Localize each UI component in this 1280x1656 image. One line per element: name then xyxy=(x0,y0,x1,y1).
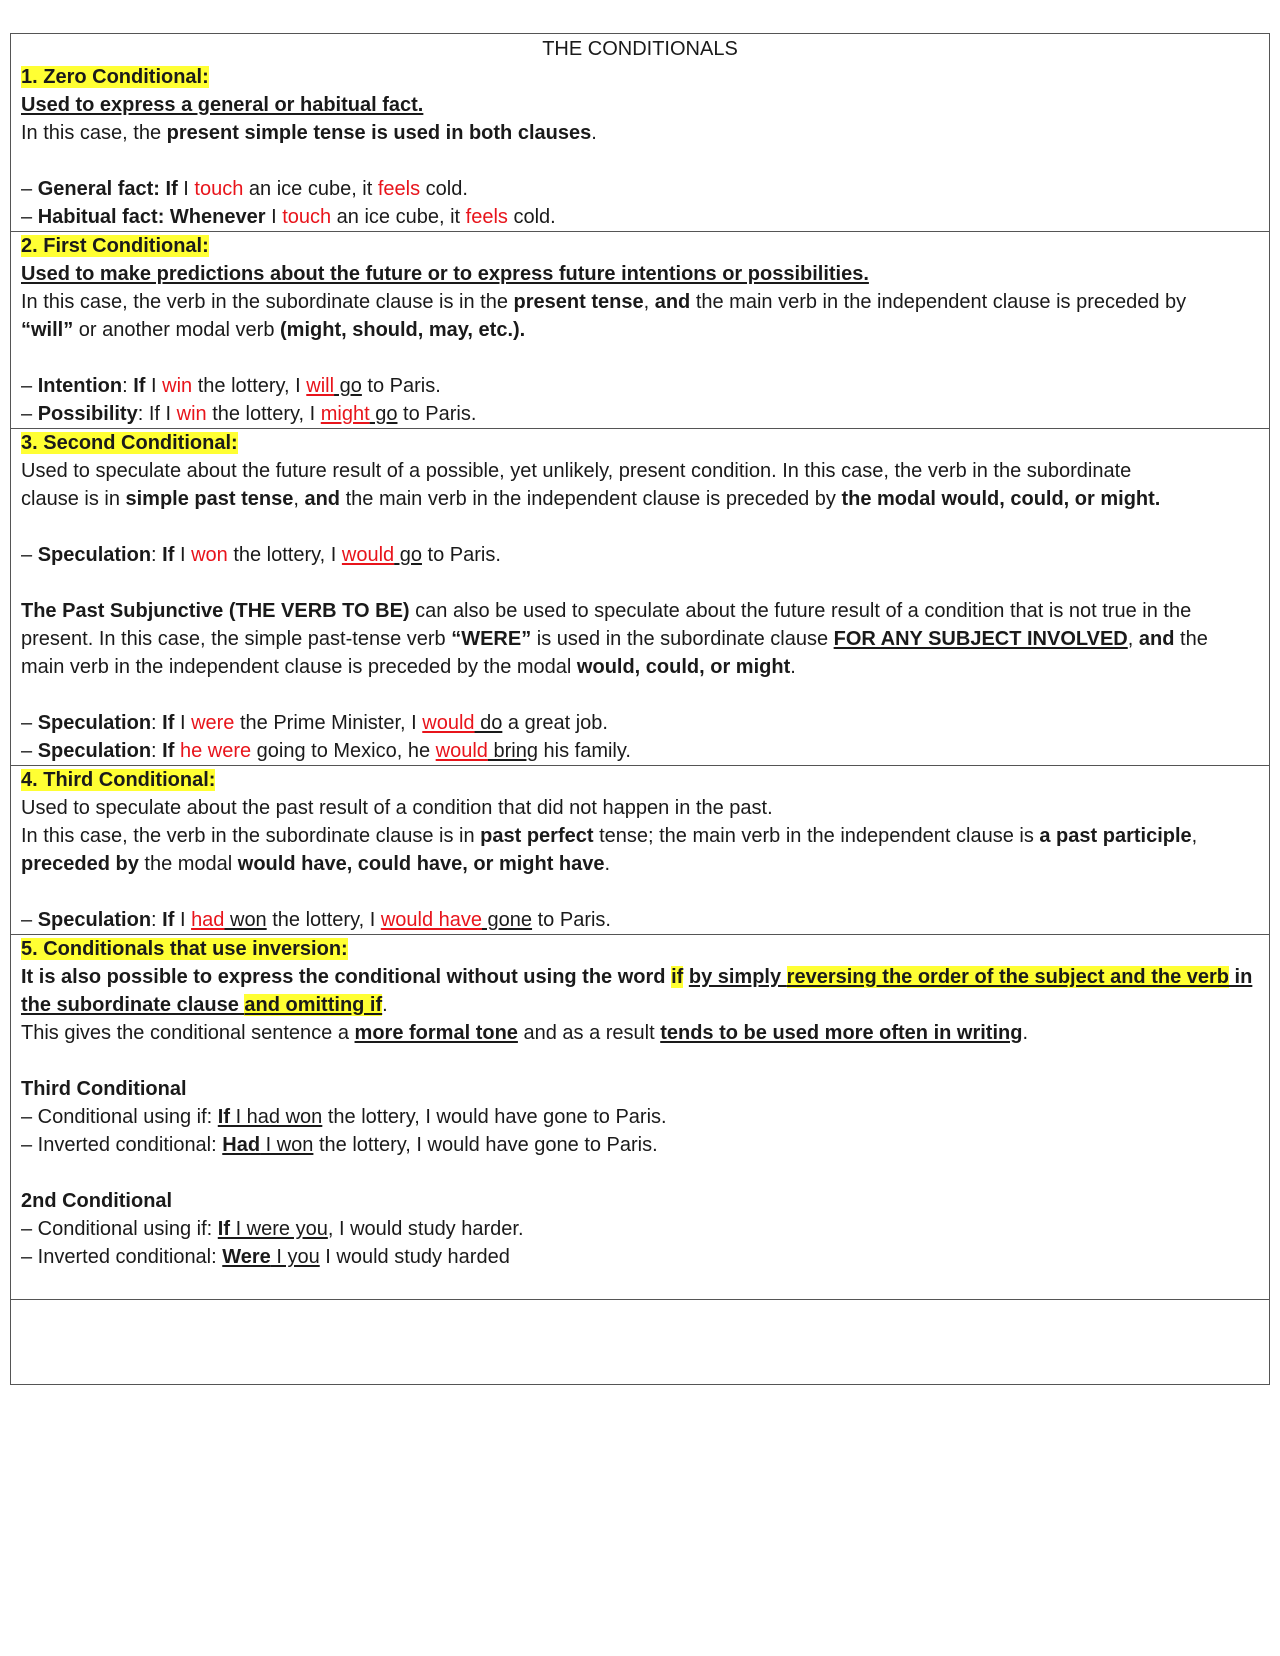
text-run: – Inverted conditional: xyxy=(21,1134,223,1156)
text-run: and xyxy=(1138,628,1175,650)
blank-line xyxy=(21,1271,1259,1299)
section-heading: 3. Second Conditional: xyxy=(21,432,238,454)
text-run: , xyxy=(293,488,305,510)
text-run: cold. xyxy=(420,178,468,200)
text-run: in xyxy=(1229,966,1253,988)
text-run: the Prime Minister, I xyxy=(234,712,423,734)
text-run: present. In this case, the simple past-tense verb xyxy=(21,628,452,650)
text-run: – xyxy=(21,403,38,425)
text-line xyxy=(21,850,1259,878)
text-run: go xyxy=(334,375,362,397)
text-run: clause is in xyxy=(21,488,126,510)
text-run: I xyxy=(177,178,195,200)
text-run: . xyxy=(604,853,611,875)
text-run: would, could, or might xyxy=(576,656,791,678)
text-line xyxy=(21,794,1259,822)
text-run: present tense xyxy=(513,291,644,313)
text-run: Speculation xyxy=(37,544,152,566)
blank-line xyxy=(21,1047,1259,1075)
section-heading: 2. First Conditional: xyxy=(21,235,209,257)
text-run: would xyxy=(422,712,475,734)
section-zero-conditional xyxy=(11,34,1269,231)
text-run: I xyxy=(174,544,192,566)
text-run: In this case, the xyxy=(21,122,167,144)
text-run: It is also possible to express the conditional without using the word xyxy=(21,966,672,988)
text-run: he were xyxy=(179,740,252,762)
text-run: go xyxy=(394,544,422,566)
text-run: or another modal verb xyxy=(73,319,281,341)
text-run: Speculation xyxy=(37,909,152,931)
text-run: General fact: If xyxy=(37,178,178,200)
text-run: , xyxy=(1127,628,1139,650)
text-line xyxy=(21,597,1259,625)
text-run: – xyxy=(21,712,38,734)
text-line xyxy=(21,260,1259,288)
text-run: Speculation xyxy=(37,740,152,762)
blank-line xyxy=(21,878,1259,906)
text-run: I xyxy=(145,375,163,397)
text-run: . xyxy=(382,994,388,1016)
text-line xyxy=(21,457,1259,485)
text-run: the modal xyxy=(138,853,238,875)
text-run: the main verb in the independent clause is preceded by xyxy=(690,291,1187,313)
blank-line xyxy=(21,681,1259,709)
text-run: an ice cube, it xyxy=(243,178,378,200)
text-run: : xyxy=(122,375,134,397)
text-run: 2nd Conditional xyxy=(21,1190,173,1212)
text-run: I would study harded xyxy=(319,1246,510,1268)
text-run: the lottery, I xyxy=(266,909,381,931)
text-run: – xyxy=(21,909,38,931)
text-line xyxy=(21,822,1259,850)
text-line xyxy=(21,541,1259,569)
section-second-conditional xyxy=(11,428,1269,765)
text-run: might xyxy=(320,403,370,425)
text-run: , I would study harder. xyxy=(327,1218,524,1240)
text-line xyxy=(21,1215,1259,1243)
text-line xyxy=(21,485,1259,513)
text-line xyxy=(21,963,1259,991)
text-line xyxy=(21,288,1259,316)
text-run: by simply xyxy=(688,966,787,988)
text-line xyxy=(21,91,1259,119)
text-run: If xyxy=(217,1106,231,1128)
text-run: If xyxy=(162,909,175,931)
text-run: Third Conditional xyxy=(21,1078,187,1100)
text-run: : If I xyxy=(137,403,177,425)
text-run: “WERE” xyxy=(451,628,532,650)
text-line xyxy=(21,1075,1259,1103)
text-run: Possibility xyxy=(37,403,138,425)
text-run: – xyxy=(21,206,38,228)
text-run: cold. xyxy=(507,206,556,228)
text-run: a past participle xyxy=(1039,825,1192,847)
text-line xyxy=(21,625,1259,653)
text-run: I were you xyxy=(230,1218,328,1240)
text-run: : xyxy=(151,740,163,762)
text-run: feels xyxy=(465,206,508,228)
section-heading: 5. Conditionals that use inversion: xyxy=(21,938,348,960)
text-run: can also be used to speculate about the future result of a condition that is not true in the xyxy=(409,600,1192,622)
blank-line xyxy=(21,344,1259,372)
document-title: THE CONDITIONALS xyxy=(542,38,738,60)
text-run: If xyxy=(217,1218,231,1240)
text-run: win xyxy=(176,403,207,425)
text-run: tense; the main verb in the independent clause is xyxy=(593,825,1040,847)
text-line xyxy=(21,119,1259,147)
blank-line xyxy=(21,147,1259,175)
text-run: – xyxy=(21,375,38,397)
text-run: : xyxy=(151,712,163,734)
text-run: touch xyxy=(282,206,332,228)
blank-line xyxy=(21,1159,1259,1187)
text-line xyxy=(21,400,1259,428)
text-run: This gives the conditional sentence a xyxy=(21,1022,355,1044)
text-run: Had xyxy=(222,1134,261,1156)
text-run: In this case, the verb in the subordinate clause is in xyxy=(21,825,481,847)
text-run: Used to express a general or habitual fact. xyxy=(21,94,424,116)
text-line xyxy=(21,1103,1259,1131)
text-run: If xyxy=(133,375,146,397)
text-run: (might, should, may, etc.). xyxy=(280,319,526,341)
text-run: will xyxy=(306,375,335,397)
text-run: would xyxy=(341,544,395,566)
text-run: and xyxy=(654,291,691,313)
section-inversion xyxy=(11,934,1269,1299)
text-run: Habitual fact: Whenever xyxy=(37,206,266,228)
text-run: to Paris. xyxy=(532,909,611,931)
text-run: would have, could have, or might have xyxy=(237,853,605,875)
text-run: the lottery, I would have gone to Paris. xyxy=(322,1106,667,1128)
conditionals-table xyxy=(10,33,1270,1385)
text-run: won xyxy=(191,544,228,566)
text-run: is used in the subordinate clause xyxy=(531,628,834,650)
text-line xyxy=(21,1243,1259,1271)
text-line xyxy=(21,737,1259,765)
text-run: win xyxy=(162,375,193,397)
text-line xyxy=(21,316,1259,344)
text-line xyxy=(21,906,1259,934)
text-run: : xyxy=(151,544,163,566)
text-run: – xyxy=(21,178,38,200)
text-run: In this case, the verb in the subordinate clause is in the xyxy=(21,291,514,313)
text-run: If xyxy=(162,740,175,762)
text-run: . xyxy=(790,656,796,678)
text-run: present simple tense is used in both clauses xyxy=(166,122,592,144)
section-heading: 4. Third Conditional: xyxy=(21,769,216,791)
text-line xyxy=(21,1131,1259,1159)
empty-table-row xyxy=(11,1299,1269,1384)
text-run: I won xyxy=(260,1134,314,1156)
text-run: go xyxy=(369,403,398,425)
text-run: to Paris. xyxy=(361,375,441,397)
section-third-conditional xyxy=(11,765,1269,934)
text-run: the xyxy=(1174,628,1208,650)
text-run: I you xyxy=(270,1246,320,1268)
text-run: and as a result xyxy=(517,1022,661,1044)
section-heading: 1. Zero Conditional: xyxy=(21,66,209,88)
blank-line xyxy=(21,513,1259,541)
text-run: if xyxy=(671,966,684,988)
text-run: the lottery, I xyxy=(206,403,321,425)
text-run: – Conditional using if: xyxy=(21,1218,218,1240)
text-line xyxy=(21,1019,1259,1047)
text-run: were xyxy=(191,712,235,734)
text-run: the main verb in the independent clause is preceded by xyxy=(340,488,842,510)
text-line xyxy=(21,991,1259,1019)
text-run: tends to be used more often in writing xyxy=(660,1022,1023,1044)
text-run: main verb in the independent clause is preceded by the modal xyxy=(21,656,577,678)
text-run: the lottery, I xyxy=(227,544,342,566)
text-run: : xyxy=(151,909,163,931)
text-run: . xyxy=(1022,1022,1029,1044)
text-run: – xyxy=(21,544,38,566)
text-run: I had won xyxy=(230,1106,323,1128)
text-run: FOR ANY SUBJECT INVOLVED xyxy=(833,628,1128,650)
blank-line xyxy=(21,569,1259,597)
text-run: Used to speculate about the future result of a possible, yet unlikely, present condition. In this case, the verb in the subordinate xyxy=(21,460,1132,482)
text-run: touch xyxy=(194,178,244,200)
text-line xyxy=(21,203,1259,231)
text-run: an ice cube, it xyxy=(331,206,466,228)
text-run: I xyxy=(174,712,192,734)
text-run: Were xyxy=(222,1246,271,1268)
text-line xyxy=(21,653,1259,681)
text-run: more formal tone xyxy=(354,1022,518,1044)
text-run: The Past Subjunctive (THE VERB TO BE) xyxy=(21,600,410,622)
text-run: feels xyxy=(377,178,421,200)
text-line xyxy=(21,372,1259,400)
text-run: his family. xyxy=(537,740,631,762)
text-run: won xyxy=(224,909,267,931)
text-run: . xyxy=(591,122,597,144)
text-run: to Paris. xyxy=(397,403,477,425)
text-run: would have xyxy=(380,909,482,931)
text-run: the subordinate clause xyxy=(21,994,245,1016)
text-run: I xyxy=(174,909,192,931)
text-run: gone xyxy=(482,909,533,931)
text-run: and xyxy=(304,488,341,510)
text-run: simple past tense xyxy=(125,488,294,510)
text-run: Used to make predictions about the future or to express future intentions or possibilities. xyxy=(21,263,869,285)
text-run: bring xyxy=(487,740,538,762)
text-run: a great job. xyxy=(502,712,608,734)
text-run: Intention xyxy=(37,375,123,397)
text-run: I xyxy=(265,206,283,228)
text-run: had xyxy=(191,909,225,931)
text-line xyxy=(21,175,1259,203)
section-first-conditional xyxy=(11,231,1269,428)
text-run: the lottery, I would have gone to Paris. xyxy=(313,1134,658,1156)
text-run: If xyxy=(162,712,175,734)
text-run: , xyxy=(643,291,655,313)
text-run: do xyxy=(474,712,503,734)
text-run: past perfect xyxy=(480,825,594,847)
text-run: “will” xyxy=(21,319,74,341)
text-line xyxy=(21,1187,1259,1215)
text-run: would xyxy=(435,740,488,762)
text-run: the modal would, could, or might. xyxy=(841,488,1161,510)
text-line xyxy=(21,709,1259,737)
text-run: – Conditional using if: xyxy=(21,1106,218,1128)
text-run: If xyxy=(162,544,175,566)
text-run: – xyxy=(21,740,38,762)
text-run: – Inverted conditional: xyxy=(21,1246,223,1268)
text-run: and omitting if xyxy=(244,994,383,1016)
text-run: Speculation xyxy=(37,712,152,734)
text-run: the lottery, I xyxy=(192,375,307,397)
text-run: reversing the order of the subject and the verb xyxy=(786,966,1229,988)
text-run: to Paris. xyxy=(421,544,501,566)
text-run: preceded by xyxy=(21,853,139,875)
text-run: going to Mexico, he xyxy=(251,740,436,762)
text-run: , xyxy=(1191,825,1198,847)
text-run: Used to speculate about the past result of a condition that did not happen in the past. xyxy=(21,797,773,819)
